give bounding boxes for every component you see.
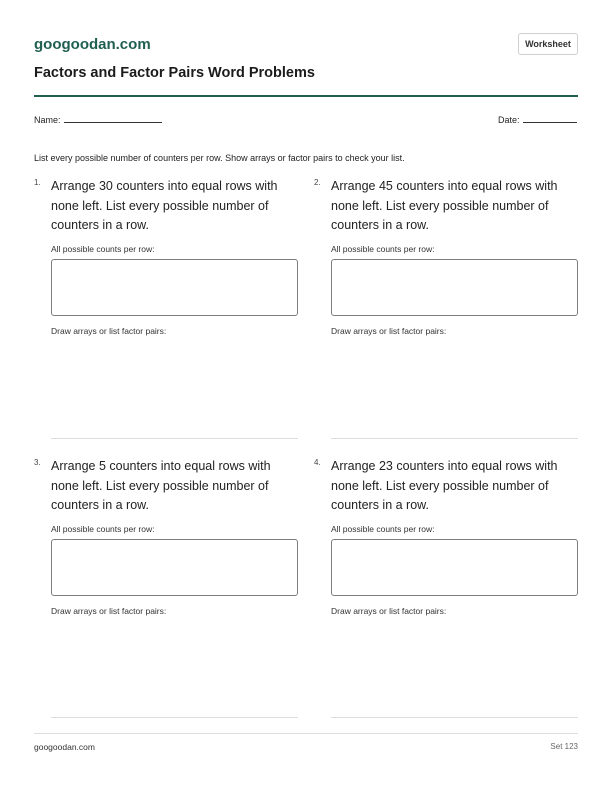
- work-label: Draw arrays or list factor pairs:: [51, 605, 167, 616]
- problem-number: 4.: [314, 458, 321, 467]
- problem-number: 2.: [314, 178, 321, 187]
- brand-logo: googoodan.com: [34, 36, 151, 53]
- answer-box[interactable]: [331, 539, 578, 596]
- title-divider: [34, 95, 578, 97]
- name-field: [34, 114, 162, 125]
- problem-4: [314, 457, 578, 616]
- date-label: Date:: [498, 115, 520, 125]
- answer-box[interactable]: [51, 539, 298, 596]
- answer-box[interactable]: [51, 259, 298, 316]
- footer-site: googoodan.com: [34, 742, 95, 752]
- answer-box[interactable]: [331, 259, 578, 316]
- work-label: Draw arrays or list factor pairs:: [51, 325, 167, 336]
- work-area-divider: [331, 717, 578, 718]
- problem-text: Arrange 23 counters into equal rows with none left. List every possible number of counters in a row.: [331, 459, 558, 512]
- work-area-divider: [51, 438, 298, 439]
- answer-label: All possible counts per row:: [331, 243, 435, 254]
- problem-3: [34, 457, 298, 616]
- footer-set-number: Set 123: [550, 742, 578, 751]
- problem-text: Arrange 5 counters into equal rows with none left. List every possible number of counters in a row.: [51, 459, 271, 512]
- date-input-line[interactable]: [523, 114, 577, 123]
- answer-label: All possible counts per row:: [51, 523, 155, 534]
- footer-divider: [34, 733, 578, 734]
- problem-2: [314, 177, 578, 336]
- problem-text: Arrange 45 counters into equal rows with none left. List every possible number of counters in a row.: [331, 179, 558, 232]
- answer-label: All possible counts per row:: [331, 523, 435, 534]
- page-title: Factors and Factor Pairs Word Problems: [34, 65, 315, 81]
- work-area-divider: [331, 438, 578, 439]
- name-input-line[interactable]: [64, 114, 162, 123]
- worksheet-badge: Worksheet: [518, 33, 578, 55]
- date-field: [498, 114, 577, 125]
- problem-number: 1.: [34, 178, 41, 187]
- problem-text: Arrange 30 counters into equal rows with none left. List every possible number of counters in a row.: [51, 179, 278, 232]
- work-label: Draw arrays or list factor pairs:: [331, 325, 447, 336]
- work-area-divider: [51, 717, 298, 718]
- work-label: Draw arrays or list factor pairs:: [331, 605, 447, 616]
- instructions: List every possible number of counters per row. Show arrays or factor pairs to check your list.: [34, 153, 405, 163]
- name-label: Name:: [34, 115, 61, 125]
- answer-label: All possible counts per row:: [51, 243, 155, 254]
- problem-1: [34, 177, 298, 336]
- problem-number: 3.: [34, 458, 41, 467]
